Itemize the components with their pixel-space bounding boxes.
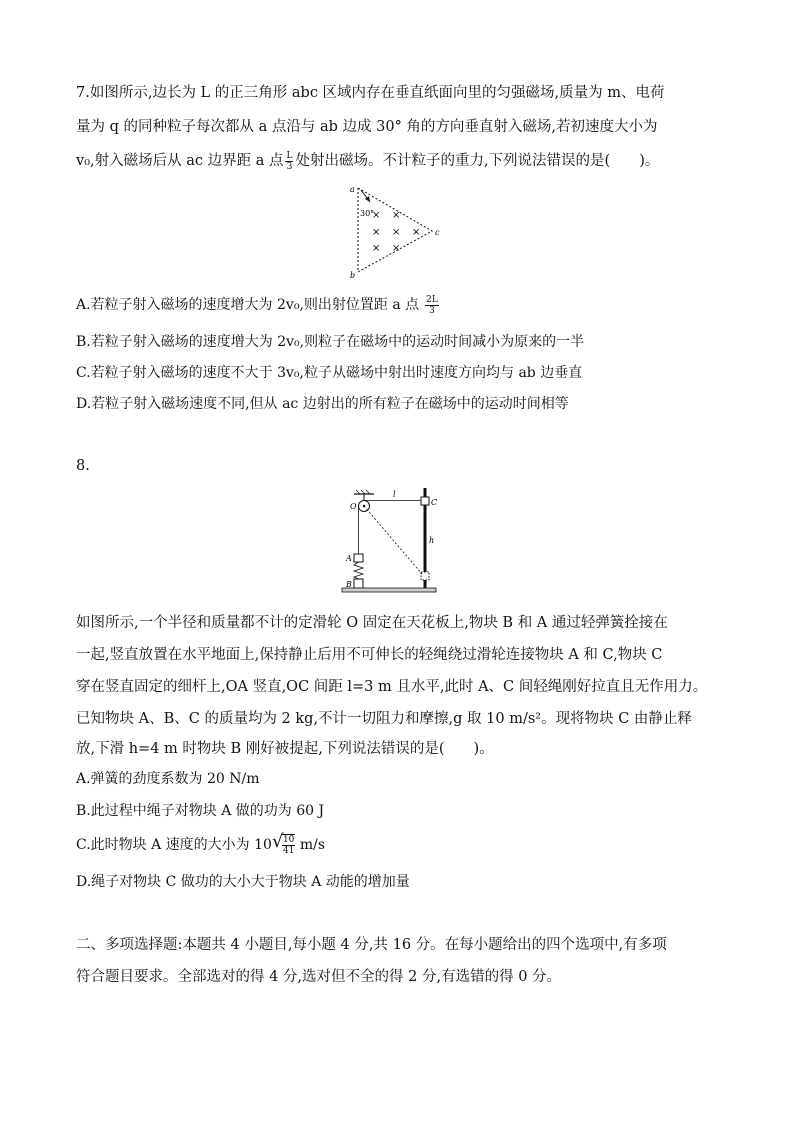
q8-stem-line-5: 放,下滑 h=4 m 时物块 B 刚好被提起,下列说法错误的是( )。 bbox=[76, 741, 494, 757]
q8-pulley-figure bbox=[340, 486, 440, 598]
q7-stem-line-1: 7.如图所示,边长为 L 的正三角形 abc 区域内存在垂直纸面向里的匀强磁场,质量为 m、电荷 bbox=[76, 85, 665, 101]
q8-option-c bbox=[76, 831, 326, 856]
field-mark: × bbox=[412, 227, 421, 238]
q7-stem-line-3 bbox=[76, 150, 659, 172]
q8-label-O: O bbox=[350, 502, 357, 511]
q8-stem-line-2: 一起,竖直放置在水平地面上,保持静止后用不可伸长的轻绳绕过滑轮连接物块 A 和 C,物块 C bbox=[76, 647, 663, 663]
q7-label-b: b bbox=[350, 271, 356, 280]
q8-label-l: l bbox=[393, 490, 396, 499]
q7-angle-label: 30° bbox=[360, 209, 375, 218]
q8-number: 8. bbox=[76, 458, 90, 474]
field-mark: × bbox=[392, 210, 401, 221]
q8-label-A: A bbox=[346, 554, 352, 563]
section2-line-1: 二、多项选择题:本题共 4 小题目,每小题 4 分,共 16 分。在每小题给出的四个选项中,有多项 bbox=[76, 937, 667, 953]
q7-stem-line-3-post: 处射出磁场。不计粒子的重力,下列说法错误的是( )。 bbox=[295, 153, 660, 169]
field-mark: × bbox=[372, 210, 381, 221]
q7-stem-line-2: 量为 q 的同种粒子每次都从 a 点沿与 ab 边成 30° 角的方向垂直射入磁场,若初速度大小为 bbox=[76, 119, 658, 135]
q8-label-C: C bbox=[431, 498, 438, 507]
q7-label-c: c bbox=[435, 228, 440, 237]
q8-label-B: B bbox=[346, 580, 352, 589]
q8-option-c-text: C.此时物块 A 速度的大小为 10 bbox=[76, 837, 272, 853]
field-mark: × bbox=[392, 243, 401, 254]
field-mark: × bbox=[392, 227, 401, 238]
q7-fraction-2L-over-3: $\frac{2L}{3}$ bbox=[426, 294, 438, 316]
q8-stem-line-1: 如图所示,一个半径和质量都不计的定滑轮 O 固定在天花板上,物块 B 和 A 通过轻弹簧拴接在 bbox=[76, 615, 668, 631]
q7-label-a: a bbox=[350, 185, 355, 194]
q7-fraction-L-over-3: $\frac{L}{3}$ bbox=[286, 150, 293, 172]
q8-sqrt-10-over-41: √ $\frac{10}{41}$ bbox=[271, 831, 295, 856]
q7-option-a-text: A.若粒子射入磁场的速度增大为 2v₀,则出射位置距 a 点 bbox=[76, 297, 420, 313]
q8-option-b: B.此过程中绳子对物块 A 做的功为 60 J bbox=[76, 803, 325, 819]
q7-option-d: D.若粒子射入磁场速度不同,但从 ac 边射出的所有粒子在磁场中的运动时间相等 bbox=[76, 396, 569, 412]
q7-option-c: C.若粒子射入磁场的速度不大于 3v₀,粒子从磁场中射出时速度方向均与 ab 边垂直 bbox=[76, 365, 583, 381]
q8-option-d: D.绳子对物块 C 做功的大小大于物块 A 动能的增加量 bbox=[76, 874, 410, 890]
field-mark: × bbox=[372, 243, 381, 254]
q7-option-b: B.若粒子射入磁场的速度增大为 2v₀,则粒子在磁场中的运动时间减小为原来的一半 bbox=[76, 334, 585, 350]
q7-triangle-figure bbox=[340, 180, 450, 282]
q7-option-a bbox=[76, 294, 441, 316]
q7-stem-line-3-pre: v₀,射入磁场后从 ac 边界距 a 点 bbox=[76, 153, 284, 169]
q8-stem-line-3: 穿在竖直固定的细杆上,OA 竖直,OC 间距 l=3 m 且水平,此时 A、C 间轻绳刚好拉直且无作用力。 bbox=[76, 679, 708, 695]
q8-option-c-unit: m/s bbox=[295, 837, 326, 853]
q8-option-a: A.弹簧的劲度系数为 20 N/m bbox=[76, 771, 260, 787]
field-mark: × bbox=[372, 227, 381, 238]
section2-line-2: 符合题目要求。全部选对的得 4 分,选对但不全的得 2 分,有选错的得 0 分。 bbox=[76, 969, 562, 985]
q8-label-h: h bbox=[429, 536, 435, 545]
q8-stem-line-4: 已知物块 A、B、C 的质量均为 2 kg,不计一切阻力和摩擦,g 取 10 m/s²。现将物块 C 由静止释 bbox=[76, 711, 692, 727]
